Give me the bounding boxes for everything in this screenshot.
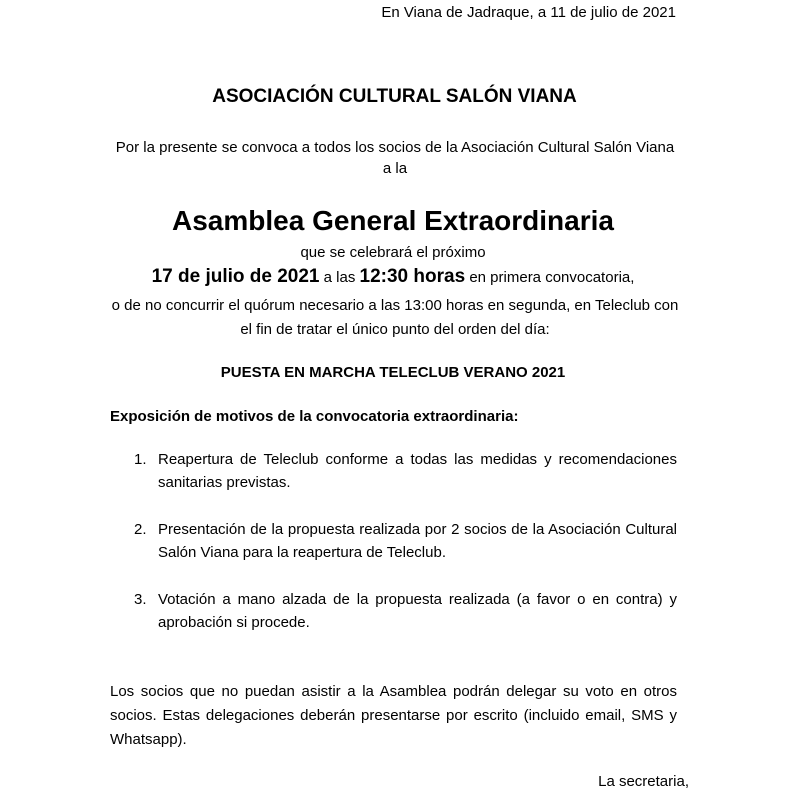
list-item-text: Presentación de la propuesta realizada por 2 socios de la Asociación Cultural Salón Viana para la reapertura de Teleclub.	[158, 521, 677, 561]
reasons-heading: Exposición de motivos de la convocatoria extraordinaria:	[110, 408, 519, 425]
list-item-text: Votación a mano alzada de la propuesta realizada (a favor o en contra) y aprobación si procede.	[158, 591, 677, 631]
list-item-text: Reapertura de Teleclub conforme a todas las medidas y recomendaciones sanitarias previstas.	[158, 451, 677, 491]
list-item-number: 3.	[134, 591, 147, 608]
assembly-title: Asamblea General Extraordinaria	[172, 205, 614, 236]
signature: La secretaria,	[598, 773, 689, 790]
agenda-item: PUESTA EN MARCHA TELECLUB VERANO 2021	[220, 364, 566, 381]
list-item-number: 1.	[134, 451, 147, 468]
quorum-paragraph: o de no concurrir el quórum necesario a las 13:00 horas en segunda, en Teleclub con el fin de tratar el único punto del orden del día:	[111, 297, 679, 338]
celebration-text: que se celebrará el próximo	[300, 244, 486, 261]
meeting-connector: a las	[323, 269, 356, 286]
reasons-list	[110, 448, 677, 658]
meeting-date: 17 de julio de 2021	[151, 266, 320, 287]
association-title: ASOCIACIÓN CULTURAL SALÓN VIANA	[212, 86, 577, 107]
first-call-text: en primera convocatoria,	[469, 269, 635, 286]
delegation-paragraph: Los socios que no puedan asistir a la Asamblea podrán delegar su voto en otros socios. Estas delegaciones deberán presentarse por escrito (incluido email, SMS y Whatsapp).	[110, 683, 677, 748]
list-item	[110, 448, 677, 494]
meeting-time: 12:30 horas	[359, 266, 466, 287]
meeting-date-line	[0, 266, 786, 288]
place-date: En Viana de Jadraque, a 11 de julio de 2021	[381, 4, 676, 21]
list-item-number: 2.	[134, 521, 147, 538]
list-item	[110, 518, 677, 564]
list-item	[110, 588, 677, 634]
intro-paragraph: Por la presente se convoca a todos los socios de la Asociación Cultural Salón Viana a la	[115, 139, 675, 177]
